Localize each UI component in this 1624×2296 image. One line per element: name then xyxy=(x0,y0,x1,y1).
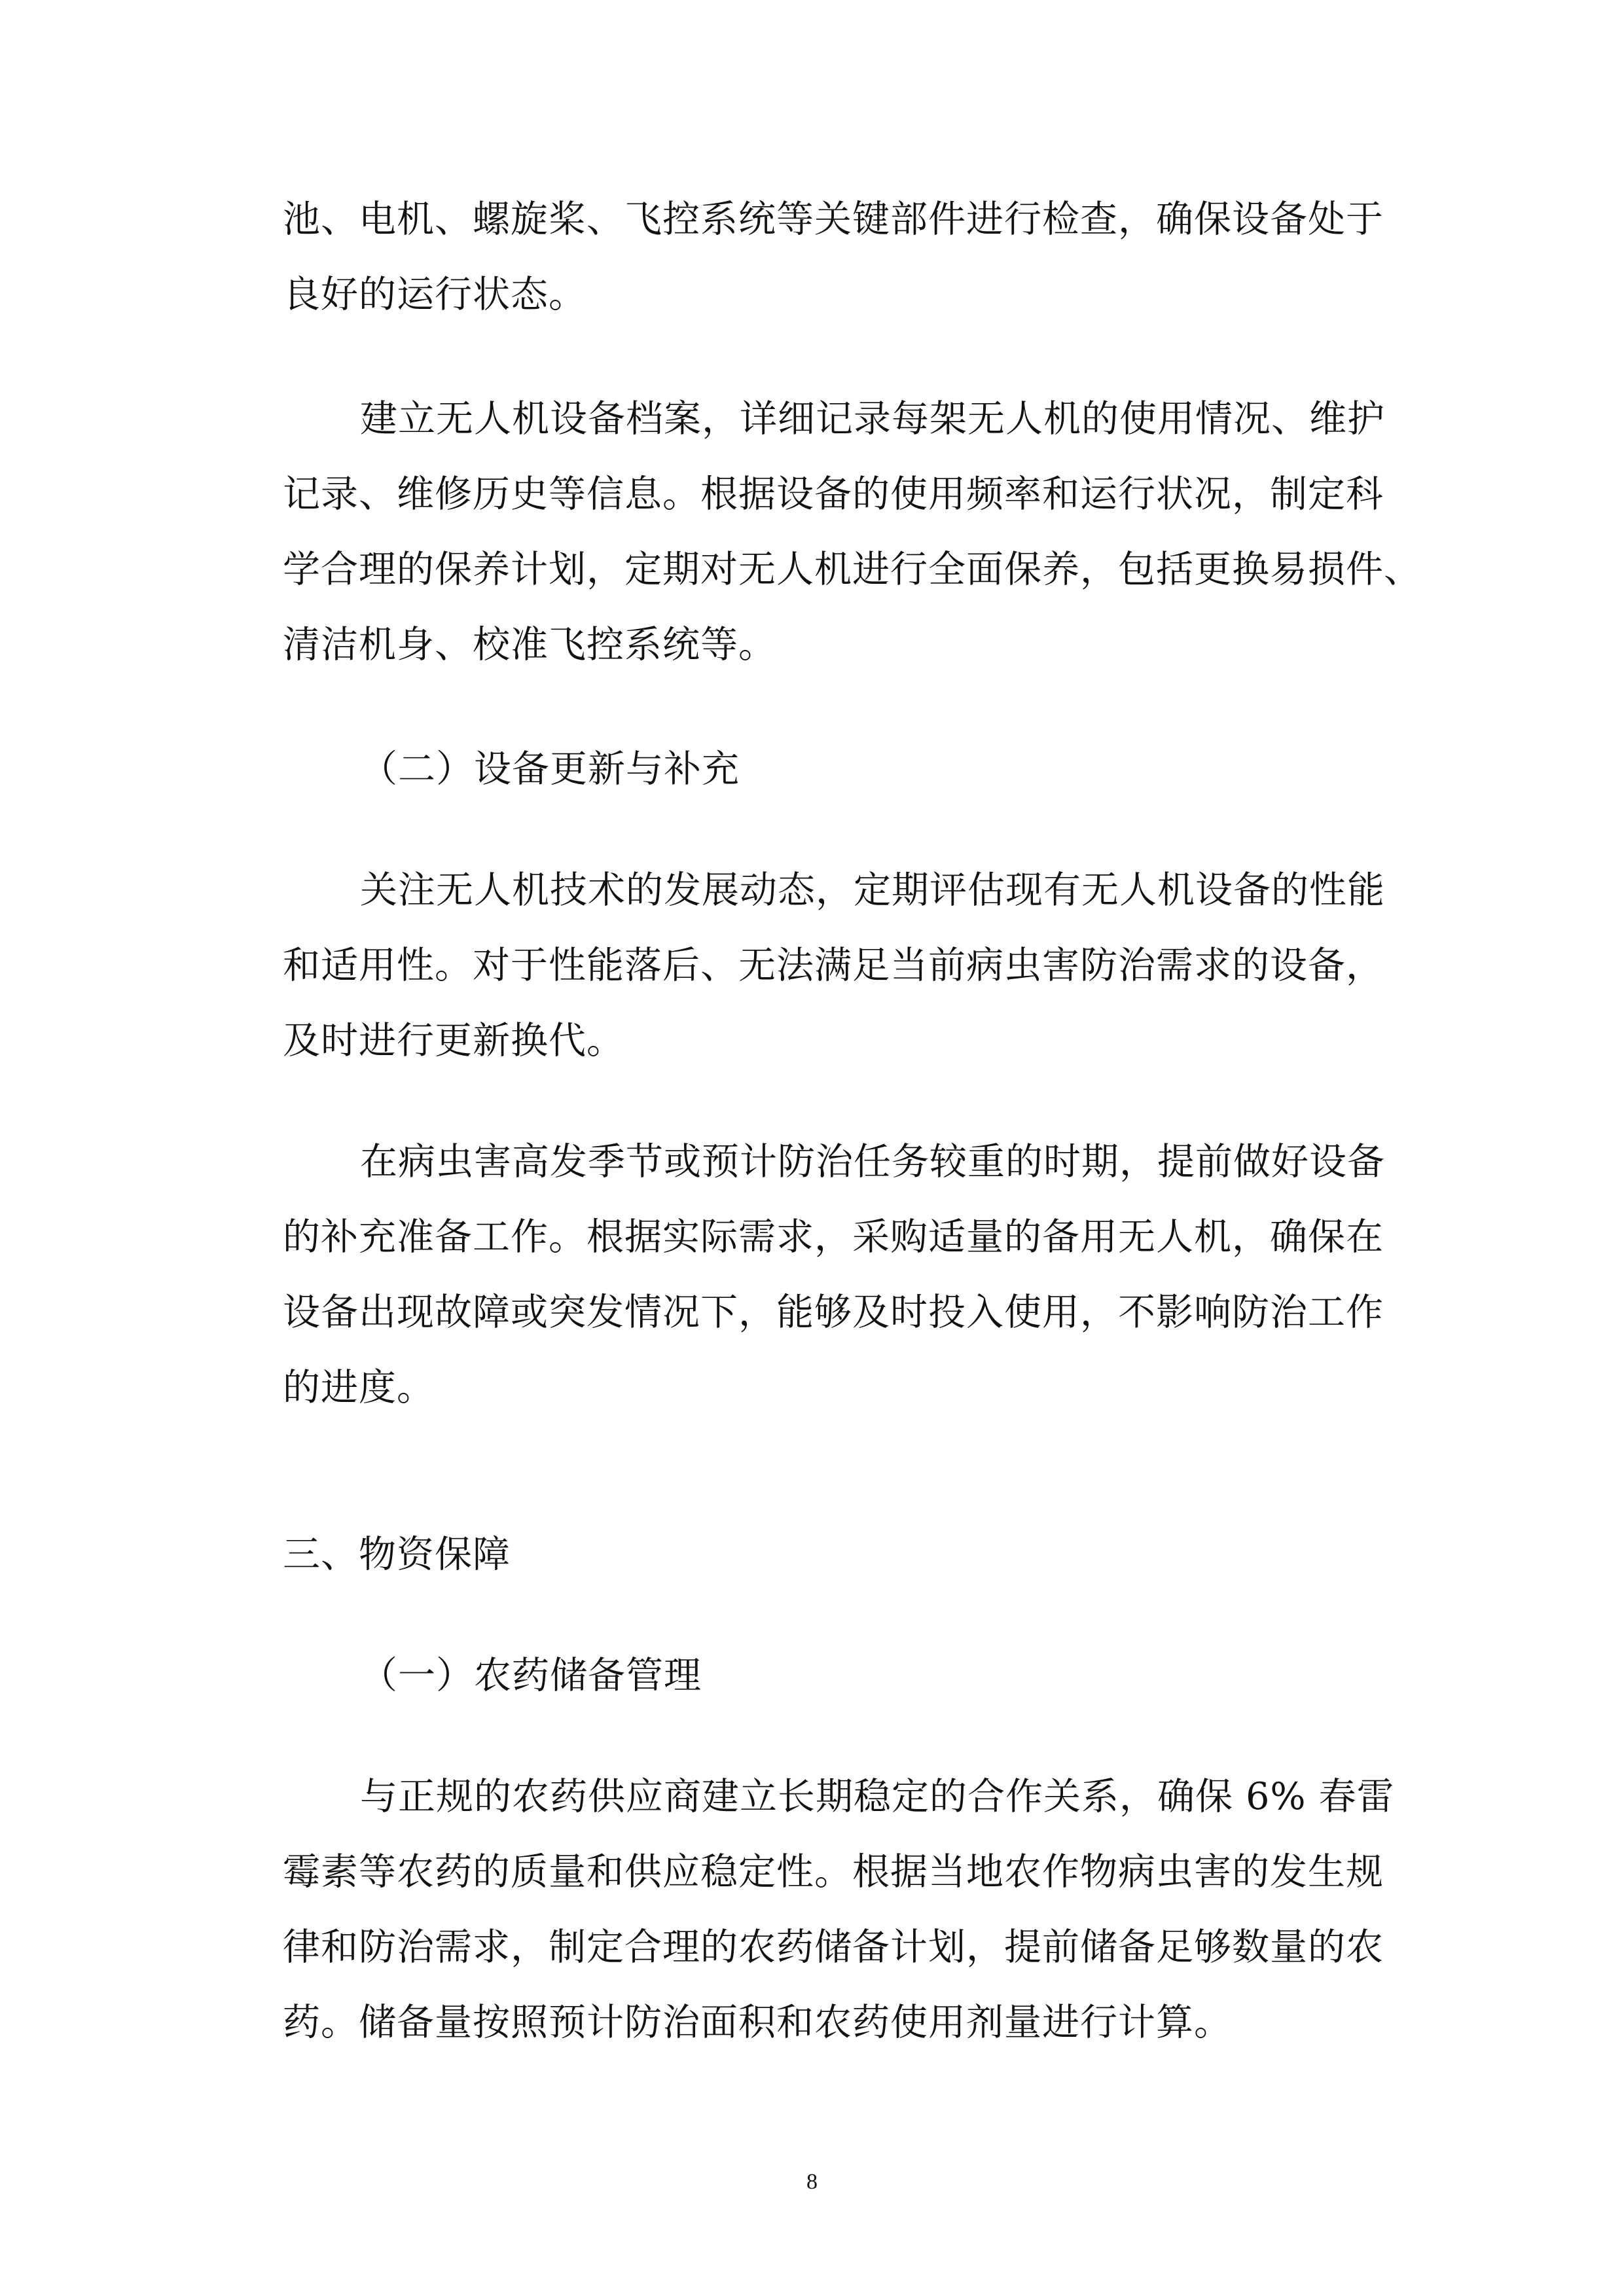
paragraph-line: 和适用性。对于性能落后、无法满足当前病虫害防治需求的设备， xyxy=(283,944,1384,987)
paragraph-line: 在病虫害高发季节或预计防治任务较重的时期，提前做好设备 xyxy=(360,1140,1385,1183)
paragraph-line: 律和防治需求，制定合理的农药储备计划，提前储备足够数量的农 xyxy=(283,1926,1384,1969)
paragraph-line: 清洁机身、校准飞控系统等。 xyxy=(283,623,776,666)
paragraph-line: 设备出现故障或突发情况下，能够及时投入使用，不影响防治工作 xyxy=(283,1291,1384,1334)
paragraph-line: 与正规的农药供应商建立长期稳定的合作关系，确保 6% 春雷 xyxy=(360,1775,1395,1818)
paragraph-line: 良好的运行状态。 xyxy=(283,273,586,316)
paragraph-line: 关注无人机技术的发展动态，定期评估现有无人机设备的性能 xyxy=(360,869,1385,912)
paragraph-line: 的补充准备工作。根据实际需求，采购适量的备用无人机，确保在 xyxy=(283,1215,1384,1259)
section-heading: 三、物资保障 xyxy=(283,1533,511,1576)
paragraph-line: 药。储备量按照预计防治面积和农药使用剂量进行计算。 xyxy=(283,2001,1232,2044)
subsection-heading: （二）设备更新与补充 xyxy=(360,747,740,791)
paragraph-line: 及时进行更新换代。 xyxy=(283,1019,624,1062)
paragraph-line: 建立无人机设备档案，详细记录每架无人机的使用情况、维护 xyxy=(360,397,1385,440)
paragraph-line: 记录、维修历史等信息。根据设备的使用频率和运行状况，制定科 xyxy=(283,473,1384,516)
paragraph-line: 池、电机、螺旋桨、飞控系统等关键部件进行检查，确保设备处于 xyxy=(283,198,1384,241)
page-number: 8 xyxy=(806,2170,818,2194)
paragraph-line: 学合理的保养计划，定期对无人机进行全面保养，包括更换易损件、 xyxy=(283,548,1422,591)
paragraph-line: 霉素等农药的质量和供应稳定性。根据当地农作物病虫害的发生规 xyxy=(283,1850,1384,1893)
subsection-heading: （一）农药储备管理 xyxy=(360,1654,702,1697)
paragraph-line: 的进度。 xyxy=(283,1366,435,1409)
